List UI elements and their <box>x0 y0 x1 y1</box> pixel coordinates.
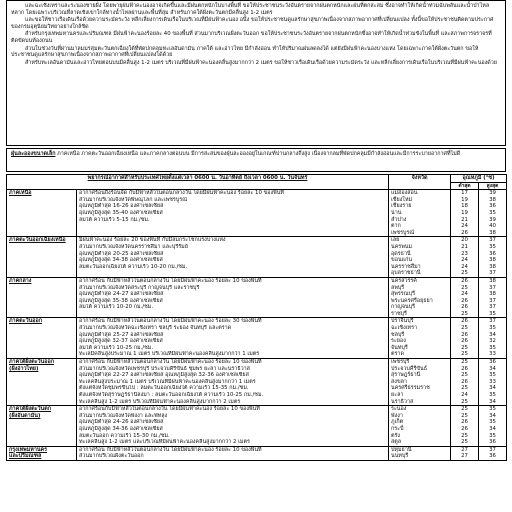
max-temp: 39 <box>489 190 496 197</box>
min-temp: 24 <box>461 257 468 264</box>
region-name: กรุงเทพมหานคร <box>9 446 48 453</box>
forecast-line: มีฝนฟ้าคะนอง ร้อยละ 20 ของพื้นที่ กับมีลมกระโชกแรงบางแห่ง <box>79 237 226 244</box>
min-temp: 26 <box>461 304 468 311</box>
max-temp: 35 <box>489 392 496 398</box>
intro-paragraph-1: และฉะเชิงเทราและระนองชายฝั่ง โดยพายุฝนฟ้าคะนองอาจเกิดขึ้นและมีฝนตกหนักในบางพื้นที่ ขอให้ประชาชนระวังอันตรายจากฝนตกหนักและฝนที่ตกสะสม ซึ่งอาจทำให้เกิดน้ำท่วมฉับพลันและน้ำป่าไหลหลาก โดยเฉพาะบริเวณที่ลาดเชิงเขาใกล้ทางน้ำไหลผ่านและพื้นที่ลุ่ม สำหรับภาคใต้ฝั่งตะวันตกมีคลื่นสูง 1-2 เมตร <box>11 3 490 16</box>
max-temp: 35 <box>489 344 496 351</box>
province-header: จังหวัด <box>389 175 451 190</box>
min-temp: 25 <box>461 325 468 332</box>
region-name: ภาคกลาง <box>9 277 32 284</box>
min-temp: 19 <box>461 209 468 216</box>
forecast-line: อากาศร้อน กับมีฟ้าหลัวในตอนกลางวัน โดยมีฝนฟ้าคะนอง ร้อยละ 30 ของพื้นที่ <box>79 318 262 325</box>
table-row <box>7 190 507 237</box>
forecast-line: ส่วนมากบริเวณจังหวัดสระบุรี กาญจนบุรี และราชบุรี <box>79 284 200 291</box>
min-temp: 26 <box>461 425 468 432</box>
max-temp: 35 <box>489 209 496 216</box>
max-temp-header: สูงสุด <box>479 182 507 190</box>
max-temp-cell <box>479 406 507 447</box>
region-cell <box>7 318 77 359</box>
forecast-line: อุณหภูมิสูงสุด 35-38 องศาเซลเซียส <box>79 297 163 304</box>
forecast-line: ส่วนมากบริเวณจังหวัดฉะเชิงเทรา ชลบุรี ระยอง จันทบุรี และตราด <box>79 325 232 332</box>
min-temp-cell <box>451 446 479 460</box>
forecast-line: ส่วนมากบริเวณจังหวัดนครราชสีมา และบุรีรัมย์ <box>79 243 188 250</box>
intro-paragraph-5: สำหรับทะเลอันดามันและอ่าวไทยตอนบนมีคลื่นสูง 1-2 เมตร บริเวณที่มีฝนฟ้าคะนองคลื่นสูงมากกว่า 2 เมตร ขอให้ชาวเรือเดินเรือด้วยความระมัดระวัง และหลีกเลี่ยงการเดินเรือในบริเวณที่มีฝนฟ้าคะนองด้วย <box>25 59 497 66</box>
intro-paragraph-3: สำหรับกรุงเทพมหานครและปริมณฑล มีฝนฟ้าคะนองร้อยละ 40 ของพื้นที่ ส่วนมากบริเวณฝั่งตะวันออก ขอให้ประชาชนระวังอันตรายจากฝนตกหนักซึ่งอาจทำให้เกิดน้ำท่วมขังในพื้นที่ และสภาพการจราจรที่ติดขัดบนท้องถนน <box>11 31 492 44</box>
min-temp-cell <box>451 277 479 318</box>
province-name: ตราด <box>391 351 404 358</box>
max-temp: 34 <box>489 331 496 338</box>
region-cell <box>7 277 77 318</box>
region-name: ภาคใต้ฝั่งตะวันออก <box>9 359 54 366</box>
max-temp: 33 <box>489 351 496 358</box>
forecast-cell <box>77 277 389 318</box>
min-temp: 26 <box>461 229 468 236</box>
province-name: เพชรบูรณ์ <box>391 229 415 236</box>
forecast-line: อุณหภูมิสูงสุด 34-36 องศาเซลเซียส <box>79 425 163 432</box>
max-temp: 37 <box>489 284 496 291</box>
province-name: พังงา <box>391 412 403 419</box>
min-temp: 25 <box>461 310 468 317</box>
min-temp-cell <box>451 359 479 406</box>
forecast-line: อุณหภูมิสูงสุด 32-37 องศาเซลเซียส <box>79 338 163 345</box>
min-temp: 18 <box>461 203 468 210</box>
province-name: น่าน <box>391 209 402 216</box>
min-temp: 24 <box>461 291 468 298</box>
forecast-period-header: พยากรณ์อากาศสำหรับประเทศไทยตั้งแต่เวลา 0600 น. วันอาทิตย์ ถึงเวลา 0600 น. วันจันทร์ <box>7 175 389 190</box>
max-temp: 36 <box>489 439 496 446</box>
forecast-line: ทะเลคลื่นสูงประมาณ 1 เมตร บริเวณที่มีฝนฟ้าคะนองคลื่นสูงมากกว่า 1 เมตร <box>79 378 256 385</box>
region-cell <box>7 237 77 278</box>
max-temp: 34 <box>489 425 496 432</box>
max-temp-cell <box>479 277 507 318</box>
province-name-cell <box>389 359 451 406</box>
max-temp-cell <box>479 237 507 278</box>
max-temp: 35 <box>489 406 496 413</box>
max-temp: 36 <box>489 203 496 210</box>
region-name: ภาคตะวันออกเฉียงเหนือ <box>9 237 66 244</box>
province-name: ปราจีนบุรี <box>391 318 414 325</box>
province-name: ราชบุรี <box>391 310 407 317</box>
min-temp: 25 <box>461 412 468 419</box>
forecast-cell <box>77 359 389 406</box>
region-cell <box>7 446 77 460</box>
table-row <box>7 359 507 406</box>
forecast-line: อุณหภูมิต่ำสุด 20-25 องศาเซลเซียส <box>79 250 164 257</box>
max-temp: 37 <box>489 297 496 304</box>
min-temp: 26 <box>461 365 468 372</box>
dust-text: ภาคเหนือ ภาคตะวันออกเฉียงเหนือ และภาคกลางตอนบน มีการสะสมของฝุ่นละอองอยู่ในเกณฑ์ปานกลางถึงสูง เนื่องจากลมที่พัดปกคลุมมีกำลังอ่อนและมีการระบายอากาศที่ไม่ดี <box>55 151 461 157</box>
max-temp: 35 <box>489 243 496 250</box>
province-name: จันทบุรี <box>391 344 408 351</box>
province-name: อุบลราชธานี <box>391 270 421 277</box>
dust-title: ฝุ่นละอองขนาดเล็ก <box>11 151 56 157</box>
min-temp: 26 <box>461 338 468 345</box>
dust-section <box>6 148 506 172</box>
forecast-cell <box>77 237 389 278</box>
max-temp: 35 <box>489 310 496 317</box>
forecast-line: ลมใต้ ความเร็ว 10-20 กม./ชม. <box>79 304 154 311</box>
max-temp: 38 <box>489 277 496 284</box>
province-name: เพชรบุรี <box>391 359 410 366</box>
max-temp: 38 <box>489 196 496 203</box>
forecast-line: อุณหภูมิสูงสุด 34-38 องศาเซลเซียส <box>79 257 163 264</box>
max-temp: 36 <box>489 250 496 257</box>
forecast-line: อากาศร้อน กับมีฟ้าหลัวในตอนกลางวัน โดยมีฝนฟ้าคะนอง ร้อยละ 10 ของพื้นที่ <box>79 277 262 284</box>
province-name: กระบี่ <box>391 425 404 432</box>
province-name-cell <box>389 277 451 318</box>
min-temp: 21 <box>461 243 468 250</box>
min-temp: 25 <box>461 385 468 392</box>
max-temp: 35 <box>489 432 496 439</box>
province-name: ภูเก็ต <box>391 419 404 426</box>
max-temp-cell <box>479 190 507 237</box>
min-temp: 25 <box>461 359 468 366</box>
region-name: ภาคเหนือ <box>9 190 32 197</box>
forecast-line: ตั้งแต่จังหวัดสุราษฎร์ธานีลงมา : ลมตะวันออกเฉียงใต้ ความเร็ว 10-25 กม./ชม. <box>79 392 264 398</box>
forecast-line: ลมตะวันออกเฉียงใต้ ความเร็ว 10-20 กม./ชม. <box>79 263 188 270</box>
province-name: นครสวรรค์ <box>391 277 417 284</box>
min-temp-cell <box>451 190 479 237</box>
province-name: สตูล <box>391 439 402 446</box>
max-temp: 36 <box>489 453 496 460</box>
max-temp: 39 <box>489 216 496 223</box>
region-name: ภาคใต้ฝั่งตะวันตก <box>9 406 51 413</box>
min-temp: 25 <box>461 398 468 405</box>
max-temp-cell <box>479 359 507 406</box>
region-cell <box>7 190 77 237</box>
max-temp: 38 <box>489 291 496 298</box>
province-name-cell <box>389 237 451 278</box>
province-name: ยะลา <box>391 392 404 398</box>
province-name-cell <box>389 406 451 447</box>
province-name: ขอนแก่น <box>391 257 413 264</box>
forecast-line: อุณหภูมิต่ำสุด 24-26 องศาเซลเซียส <box>79 419 164 426</box>
table-row <box>7 406 507 447</box>
min-temp: 25 <box>461 351 468 358</box>
min-temp: 25 <box>461 406 468 413</box>
min-temp: 25 <box>461 432 468 439</box>
forecast-line: อุณหภูมิต่ำสุด 25-27 องศาเซลเซียส <box>79 331 164 338</box>
region-name: ภาคตะวันออก <box>9 318 43 325</box>
max-temp: 38 <box>489 257 496 264</box>
max-temp: 34 <box>489 398 496 405</box>
province-name: ตรัง <box>391 432 401 439</box>
min-temp: 23 <box>461 250 468 257</box>
max-temp: 34 <box>489 412 496 419</box>
min-temp: 20 <box>461 237 468 244</box>
province-name: ปทุมธานี <box>391 446 412 453</box>
forecast-line: ส่วนมากบริเวณจังหวัดเพชรบุรี ประจวบคีรีขันธ์ ชุมพร ยะลา และนราธิวาส <box>79 365 250 372</box>
forecast-line: ทะเลคลื่นสูง 1-2 เมตร บริเวณที่มีฝนฟ้าคะนองคลื่นสูงมากกว่า 2 เมตร <box>79 398 241 405</box>
province-name: สงขลา <box>391 378 407 385</box>
max-temp: 37 <box>489 318 496 325</box>
min-temp: 25 <box>461 284 468 291</box>
table-row <box>7 237 507 278</box>
min-temp-header: ต่ำสุด <box>451 182 479 190</box>
province-name: ฉะเชิงเทรา <box>391 325 418 332</box>
min-temp: 17 <box>461 190 468 197</box>
region-cell <box>7 359 77 406</box>
max-temp: 34 <box>489 385 496 392</box>
min-temp: 26 <box>461 419 468 426</box>
temp-header: อุณหภูมิ (°ซ) <box>451 175 507 183</box>
min-temp: 26 <box>461 318 468 325</box>
max-temp: 40 <box>489 223 496 230</box>
province-name: อุดรธานี <box>391 250 411 257</box>
forecast-line: ทะเลคลื่นสูง 1-2 เมตร และบริเวณที่มีฝนฟ้าคะนองคลื่นสูงมากกว่า 2 เมตร <box>79 439 250 446</box>
province-name: เชียงใหม่ <box>391 196 413 203</box>
province-name: นครพนม <box>391 243 412 250</box>
min-temp: 26 <box>461 297 468 304</box>
forecast-line: อุณหภูมิสูงสุด 35-40 องศาเซลเซียส <box>79 209 163 216</box>
region-cell <box>7 406 77 447</box>
min-temp: 25 <box>461 270 468 277</box>
forecast-line: อากาศร้อนถึงร้อนจัด กับมีฟ้าหลัวในตอนกลางวัน โดยมีฝนฟ้าคะนอง ร้อยละ 10 ของพื้นที่ <box>79 190 284 197</box>
forecast-line: อากาศร้อน กับมีฟ้าหลัวในตอนกลางวัน โดยมีฝนฟ้าคะนอง ร้อยละ 10 ของพื้นที่ <box>79 359 262 366</box>
province-name: นครราชสีมา <box>391 263 421 270</box>
province-name: นครศรีธรรมราช <box>391 385 430 392</box>
min-temp: 21 <box>461 216 468 223</box>
province-name: นนทบุรี <box>391 453 409 460</box>
min-temp-cell <box>451 318 479 359</box>
region-name-2: (ฝั่งอ่าวไทย) <box>9 365 39 372</box>
forecast-line: ลมใต้ ความเร็ว 5-15 กม./ชม. <box>79 216 150 223</box>
forecast-line: ลมตะวันออก ความเร็ว 15-30 กม./ชม. <box>79 432 170 439</box>
forecast-line: ส่วนมากบริเวณจังหวัดพิษณุโลก และเพชรบูรณ์ <box>79 196 188 203</box>
min-temp: 26 <box>461 331 468 338</box>
province-name: สุราษฎร์ธานี <box>391 372 421 379</box>
table-row <box>7 446 507 460</box>
forecast-line: อุณหภูมิต่ำสุด 24-27 องศาเซลเซียส <box>79 291 164 298</box>
forecast-cell <box>77 406 389 447</box>
region-name-2: (ฝั่งอันดามัน) <box>9 412 41 419</box>
forecast-table <box>6 174 507 461</box>
province-name: แม่ฮ่องสอน <box>391 190 418 197</box>
intro-paragraph-4: ส่วนในช่วงวันที่ผ่านมาลมมรสุมตะวันตกเฉียงใต้ที่พัดปกคลุมทะเลอันดามัน ภาคใต้ และอ่าวไทย มีกำลังอ่อน ทำให้ปริมาณฝนลดลงได้ แต่ยังมีฝนฟ้าคะนองบางแห่ง โดยเฉพาะภาคใต้ฝั่งตะวันตก ขอให้ประชาชนดูแลรักษาสุขภาพเนื่องจากสภาพอากาศที่เปลี่ยนแปลงได้ด้วย <box>11 45 479 59</box>
max-temp-cell <box>479 318 507 359</box>
province-name: ลำปาง <box>391 216 407 223</box>
province-name: ตาก <box>391 223 401 230</box>
max-temp: 32 <box>489 338 496 345</box>
min-temp: 25 <box>461 372 468 379</box>
max-temp: 34 <box>489 365 496 372</box>
min-temp: 24 <box>461 223 468 230</box>
max-temp: 37 <box>489 237 496 244</box>
province-name: เลย <box>391 237 400 244</box>
max-temp: 37 <box>489 270 496 277</box>
max-temp: 33 <box>489 378 496 385</box>
min-temp: 25 <box>461 439 468 446</box>
province-name: พระนครศรีอยุธยา <box>391 297 433 304</box>
min-temp: 27 <box>461 453 468 460</box>
province-name-cell <box>389 190 451 237</box>
table-row <box>7 277 507 318</box>
forecast-line: ส่วนมากบริเวณฝั่งตะวันออก <box>79 453 144 460</box>
max-temp-cell <box>479 446 507 460</box>
forecast-line: ส่วนมากบริเวณจังหวัดพังงา และพัทลุง <box>79 412 168 419</box>
min-temp: 26 <box>461 378 468 385</box>
max-temp: 37 <box>489 446 496 453</box>
province-name: เชียงราย <box>391 203 412 210</box>
min-temp: 19 <box>461 196 468 203</box>
forecast-cell <box>77 190 389 237</box>
min-temp-cell <box>451 237 479 278</box>
max-temp: 37 <box>489 304 496 311</box>
province-name: ระยอง <box>391 338 406 345</box>
forecast-line: อุณหภูมิต่ำสุด 22-27 องศาเซลเซียส อุณหภูมิสูงสุด 32-36 องศาเซลเซียส <box>79 372 249 379</box>
forecast-cell <box>77 318 389 359</box>
province-name-cell <box>389 318 451 359</box>
min-temp: 27 <box>461 446 468 453</box>
province-name: ประจวบคีรีขันธ์ <box>391 365 427 372</box>
intro-paragraph-2: และขอให้ชาวเรือเดินเรือด้วยความระมัดระวัง หลีกเลี่ยงการเดินเรือในบริเวณที่มีฝนฟ้าคะนอง อนึ่ง ขอให้ประชาชนดูแลรักษาสุขภาพเนื่องจากสภาพอากาศที่เปลี่ยนแปลง ทั้งนี้ขอให้ประชาชนติดตามประกาศของกรมอุตุนิยมวิทยาอย่างใกล้ชิด <box>11 17 494 30</box>
min-temp: 26 <box>461 277 468 284</box>
forecast-cell <box>77 446 389 460</box>
min-temp-cell <box>451 406 479 447</box>
forecast-line: ตั้งแต่จังหวัดชุมพรขึ้นไป : ลมตะวันออกเฉียงใต้ ความเร็ว 15-35 กม./ชม. <box>79 385 249 392</box>
province-name: ลพบุรี <box>391 284 405 291</box>
max-temp: 38 <box>489 229 496 236</box>
province-name-cell <box>389 446 451 460</box>
forecast-line: อากาศร้อนกับมีฟ้าหลัวในตอนกลางวัน โดยมีฝนฟ้าคะนอง ร้อยละ 10 ของพื้นที่ <box>79 406 260 413</box>
forecast-line: อากาศร้อน กับมีฟ้าหลัวในตอนกลางวัน โดยมีฝนฟ้าคะนอง ร้อยละ 10 ของพื้นที่ <box>79 446 262 453</box>
forecast-document <box>6 0 506 512</box>
intro-section <box>6 0 506 146</box>
province-name: ชลบุรี <box>391 331 405 338</box>
min-temp: 24 <box>461 392 468 398</box>
province-name: สุพรรณบุรี <box>391 291 415 298</box>
region-name-2: และปริมณฑล <box>9 453 42 460</box>
min-temp: 24 <box>461 263 468 270</box>
province-name: นราธิวาส <box>391 398 414 405</box>
forecast-line: ทะเลมีคลื่นสูงประมาณ 1 เมตร บริเวณที่มีฝนฟ้าคะนองคลื่นสูงมากกว่า 1 เมตร <box>79 351 260 358</box>
max-temp: 35 <box>489 419 496 426</box>
province-name: กาญจนบุรี <box>391 304 416 311</box>
min-temp: 25 <box>461 344 468 351</box>
province-name: ระนอง <box>391 406 407 413</box>
forecast-line: ลมใต้ ความเร็ว 10-25 กม./ชม. <box>79 344 154 351</box>
forecast-line: อุณหภูมิต่ำสุด 16-26 องศาเซลเซียส <box>79 203 164 210</box>
table-row <box>7 318 507 359</box>
max-temp: 36 <box>489 359 496 366</box>
max-temp: 35 <box>489 325 496 332</box>
max-temp: 35 <box>489 372 496 379</box>
max-temp: 38 <box>489 263 496 270</box>
